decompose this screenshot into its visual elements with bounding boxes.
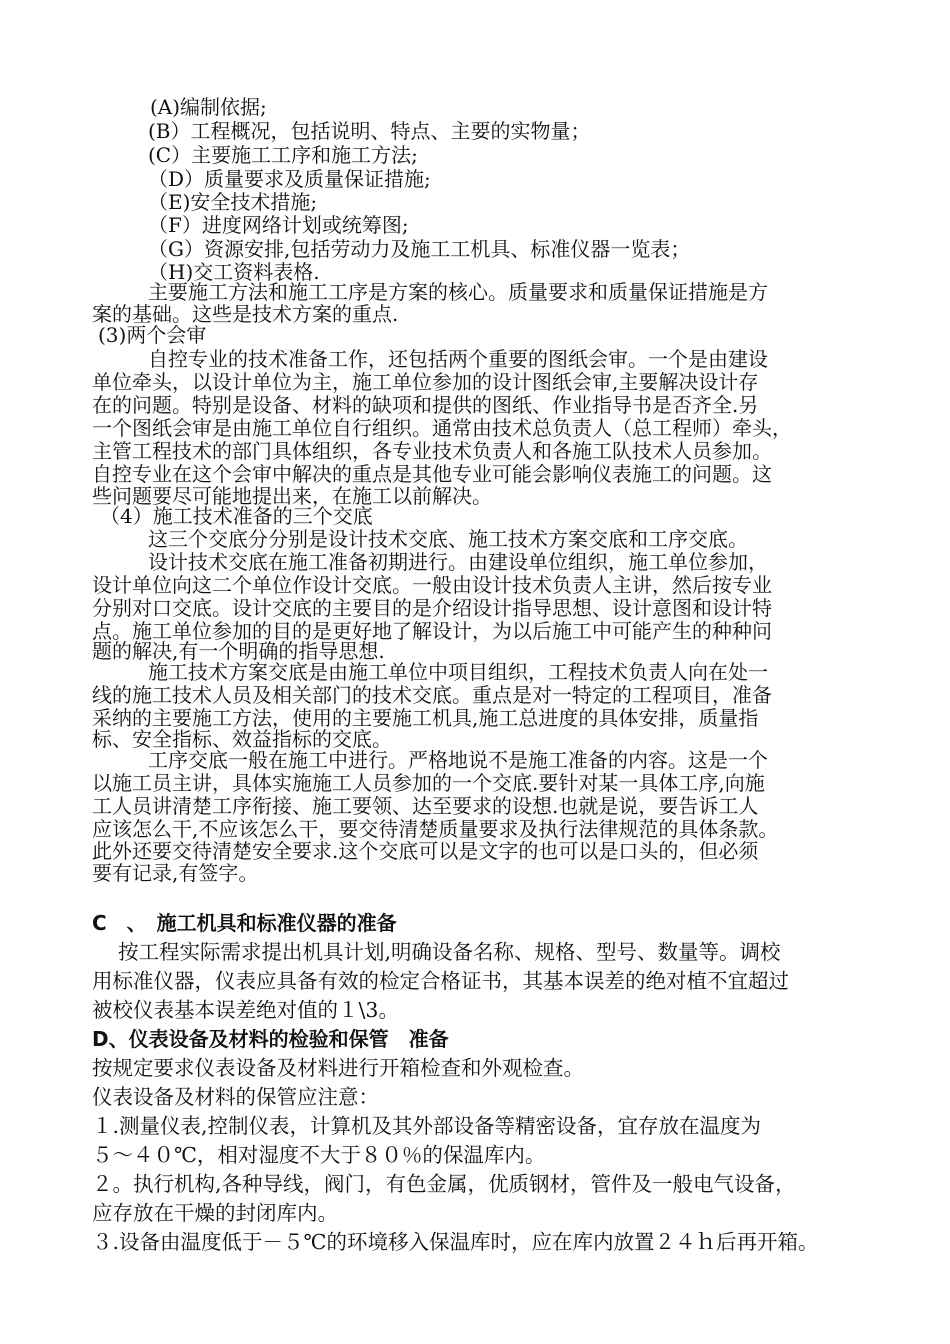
list-item: （E)安全技术措施; bbox=[148, 190, 318, 214]
paragraph-line: 些问题要尽可能地提出来，在施工以前解决。 bbox=[92, 484, 492, 508]
list-item: (A)编制依据; bbox=[150, 95, 267, 119]
paragraph-line: 应该怎么干,不应该怎么干，要交待清楚质量要求及执行法律规范的具体条款。 bbox=[92, 817, 779, 841]
section-3-title: (3)两个会审 bbox=[98, 323, 207, 347]
paragraph-line: 题的解决,有一个明确的指导思想. bbox=[92, 639, 385, 663]
paragraph-line: 线的施工技术人员及相关部门的技术交底。重点是对一特定的工程项目，准备 bbox=[92, 683, 772, 707]
paragraph-line: 以施工员主讲，具体实施施工人员参加的一个交底.要针对某一具体工序,向施 bbox=[92, 771, 765, 795]
paragraph-line: 这三个交底分分别是设计技术交底、施工技术方案交底和工序交底。 bbox=[148, 527, 748, 551]
paragraph-line: 被校仪表基本误差绝对值的１\3。 bbox=[92, 998, 399, 1022]
paragraph-line: ５～４０℃，相对湿度不大于８０％的保温库内。 bbox=[92, 1143, 546, 1167]
list-item: （G）资源安排,包括劳动力及施工工机具、标准仪器一览表； bbox=[148, 237, 691, 261]
paragraph-line: 要有记录,有签字。 bbox=[92, 861, 259, 885]
paragraph-line: 自控专业在这个会审中解决的重点是其他专业可能会影响仪表施工的问题。这 bbox=[92, 462, 772, 486]
list-item: (C）主要施工工序和施工方法; bbox=[148, 143, 418, 167]
paragraph-line: 设计单位向这二个单位作设计交底。一般由设计技术负责人主讲，然后按专业 bbox=[92, 573, 772, 597]
list-item: （H)交工资料表格. bbox=[148, 260, 320, 284]
paragraph-line: 分别对口交底。设计交底的主要目的是介绍设计指导思想、设计意图和设计特 bbox=[92, 596, 772, 620]
section-d-heading: D、仪表设备及材料的检验和保管 准备 bbox=[92, 1027, 449, 1051]
list-item: （F）进度网络计划或统筹图; bbox=[148, 213, 409, 237]
paragraph-line: 单位牵头，以设计单位为主，施工单位参加的设计图纸会审,主要解决设计存 bbox=[92, 370, 759, 394]
paragraph-line: 一个图纸会审是由施工单位自行组织。通常由技术总负责人（总工程师）牵头， bbox=[92, 416, 792, 440]
paragraph-line: 此外还要交待清楚安全要求.这个交底可以是文字的也可以是口头的，但必须 bbox=[92, 839, 759, 863]
paragraph-line: 标、安全指标、效益指标的交底。 bbox=[92, 727, 392, 751]
paragraph-line: 在的问题。特别是设备、材料的缺项和提供的图纸、作业指导书是否齐全.另 bbox=[92, 393, 759, 417]
paragraph-line: 工人员讲清楚工序衔接、施工要领、达至要求的设想.也就是说，要告诉工人 bbox=[92, 794, 759, 818]
list-item: (B）工程概况，包括说明、特点、主要的实物量； bbox=[148, 119, 591, 143]
section-c-heading: C 、 施工机具和标准仪器的准备 bbox=[92, 911, 397, 935]
paragraph-line: 施工技术方案交底是由施工单位中项目组织，工程技术负责人向在处一 bbox=[148, 660, 768, 684]
paragraph-line: 自控专业的技术准备工作，还包括两个重要的图纸会审。一个是由建设 bbox=[148, 347, 768, 371]
paragraph-line: 工序交底一般在施工中进行。严格地说不是施工准备的内容。这是一个 bbox=[148, 748, 768, 772]
paragraph-line: ３.设备由温度低于－５℃的环境移入保温库时，应在库内放置２４ｈ后再开箱。 bbox=[92, 1230, 819, 1254]
section-4-title: （4）施工技术准备的三个交底 bbox=[100, 504, 373, 528]
summary-line: 主要施工方法和施工工序是方案的核心。质量要求和质量保证措施是方 bbox=[148, 280, 768, 304]
paragraph-line: １.测量仪表,控制仪表，计算机及其外部设备等精密设备，宜存放在温度为 bbox=[92, 1114, 762, 1138]
paragraph-line: 采纳的主要施工方法，使用的主要施工机具,施工总进度的具体安排，质量指 bbox=[92, 706, 759, 730]
paragraph-line: 点。施工单位参加的目的是更好地了解设计，为以后施工中可能产生的种种问 bbox=[92, 619, 772, 643]
paragraph-line: 主管工程技术的部门具体组织，各专业技术负责人和各施工队技术人员参加。 bbox=[92, 439, 772, 463]
list-item: （D）质量要求及质量保证措施; bbox=[148, 167, 431, 191]
paragraph-line: 设计技术交底在施工准备初期进行。由建设单位组织，施工单位参加， bbox=[148, 550, 768, 574]
paragraph-line: 按工程实际需求提出机具计划,明确设备名称、规格、型号、数量等。调校 bbox=[118, 940, 781, 964]
summary-line: 案的基础。这些是技术方案的重点. bbox=[92, 302, 399, 326]
paragraph-line: 用标准仪器，仪表应具备有效的检定合格证书，其基本误差的绝对植不宜超过 bbox=[92, 969, 789, 993]
paragraph-line: 应存放在干燥的封闭库内。 bbox=[92, 1201, 338, 1225]
paragraph-line: 仪表设备及材料的保管应注意： bbox=[92, 1085, 379, 1109]
paragraph-line: ２。执行机构,各种导线，阀门，有色金属，优质钢材，管件及一般电气设备， bbox=[92, 1172, 796, 1196]
paragraph-line: 按规定要求仪表设备及材料进行开箱检查和外观检查。 bbox=[92, 1056, 584, 1080]
